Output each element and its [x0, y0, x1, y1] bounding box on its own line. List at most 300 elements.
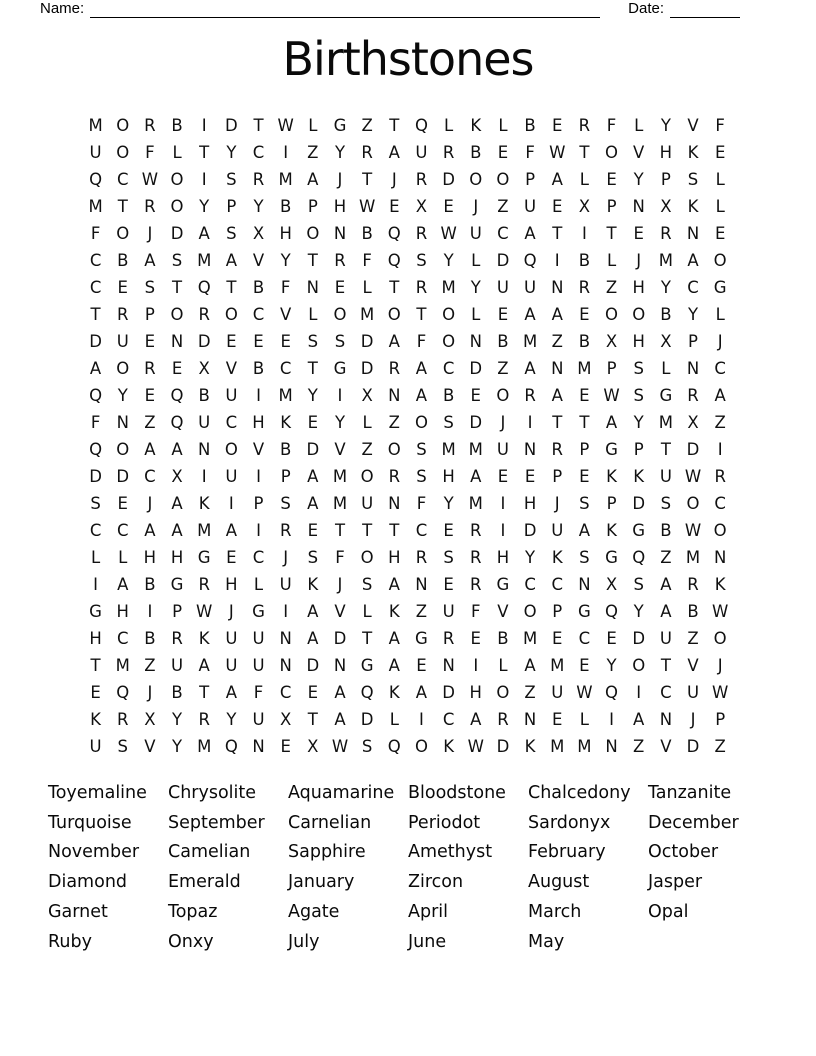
grid-letter: Q — [523, 251, 537, 270]
grid-letter: R — [117, 305, 129, 324]
word-item: Aquamarine — [288, 783, 395, 803]
grid-letter: C — [279, 359, 292, 378]
grid-letter: E — [226, 332, 237, 351]
grid-letter: O — [713, 629, 727, 648]
grid-letter: H — [632, 278, 645, 297]
grid-letter: E — [579, 305, 590, 324]
grid-letter: R — [470, 521, 482, 540]
word-item: Agate — [288, 901, 340, 922]
grid-letter: M — [332, 494, 348, 513]
grid-letter: M — [468, 440, 483, 459]
grid-letter: J — [337, 575, 343, 594]
grid-letter: Z — [361, 116, 373, 135]
grid-letter: K — [714, 575, 726, 594]
grid-letter: L — [362, 602, 372, 621]
grid-letter: O — [713, 521, 727, 540]
grid-letter: T — [199, 683, 210, 702]
grid-letter: N — [469, 332, 482, 351]
grid-letter: X — [144, 710, 156, 729]
grid-letter: Q — [605, 602, 619, 621]
grid-letter: Z — [388, 413, 400, 432]
word-item: Jasper — [648, 872, 703, 893]
grid-letter: L — [471, 251, 481, 270]
grid-letter: W — [440, 224, 457, 243]
grid-letter: F — [280, 278, 291, 297]
word-item: Chalcedony — [528, 783, 631, 803]
grid-letter: I — [473, 656, 479, 675]
grid-letter: A — [144, 440, 156, 459]
grid-letter: M — [88, 116, 103, 135]
grid-letter: Q — [170, 413, 184, 432]
grid-letter: O — [116, 143, 130, 162]
grid-letter: E — [470, 629, 481, 648]
grid-letter: A — [551, 170, 563, 189]
grid-letter: T — [579, 143, 590, 162]
grid-letter: H — [388, 548, 401, 567]
grid-letter: E — [117, 494, 128, 513]
grid-letter: H — [89, 629, 102, 648]
grid-letter: S — [633, 575, 644, 594]
grid-letter: O — [170, 305, 184, 324]
grid-letter: K — [524, 737, 536, 756]
grid-letter: L — [444, 116, 454, 135]
grid-letter: Y — [687, 305, 699, 324]
grid-letter: Z — [415, 602, 428, 621]
grid-letter: Y — [660, 278, 671, 297]
grid-letter: S — [226, 170, 237, 189]
grid-letter: A — [388, 656, 400, 675]
grid-letter: D — [170, 224, 184, 243]
word-item: Zircon — [408, 872, 464, 893]
grid-letter: X — [605, 575, 618, 594]
grid-letter: G — [415, 629, 428, 648]
grid-letter: Z — [714, 737, 726, 756]
grid-letter: A — [660, 602, 672, 621]
grid-letter: O — [306, 224, 320, 243]
grid-letter: M — [550, 656, 565, 675]
grid-letter: E — [416, 656, 427, 675]
grid-letter: B — [198, 386, 210, 405]
word-list — [48, 779, 768, 957]
grid-letter: L — [362, 413, 372, 432]
word-item: Topaz — [168, 901, 218, 922]
grid-letter: T — [117, 197, 128, 216]
grid-letter: I — [419, 710, 424, 729]
grid-letter: Y — [334, 413, 346, 432]
grid-letter: E — [714, 224, 726, 243]
grid-letter: A — [687, 251, 699, 270]
grid-letter: U — [252, 710, 265, 729]
grid-letter: C — [497, 224, 509, 243]
word-list-column — [648, 779, 768, 957]
grid-letter: Y — [606, 656, 617, 675]
grid-letter: L — [498, 116, 508, 135]
grid-letter: H — [252, 413, 265, 432]
grid-letter: C — [714, 494, 726, 513]
grid-letter: N — [523, 440, 537, 459]
grid-letter: O — [605, 305, 619, 324]
grid-letter: O — [414, 413, 428, 432]
grid-letter: N — [632, 197, 645, 216]
word-item: Emerald — [168, 872, 241, 893]
grid-letter: Q — [89, 440, 103, 459]
grid-letter: A — [524, 359, 536, 378]
grid-letter: M — [88, 197, 103, 216]
grid-letter: N — [279, 656, 292, 675]
word-item: Sapphire — [288, 842, 366, 863]
grid-letter: S — [307, 332, 319, 351]
grid-letter: S — [334, 332, 346, 351]
grid-letter: W — [712, 602, 729, 621]
grid-letter: R — [198, 710, 210, 729]
word-item: Chrysolite — [168, 783, 257, 803]
grid-letter: B — [687, 602, 699, 621]
grid-letter: V — [334, 440, 346, 459]
grid-letter: E — [90, 683, 101, 702]
grid-letter: R — [415, 224, 428, 243]
grid-letter: T — [226, 278, 237, 297]
grid-letter: I — [201, 170, 207, 189]
grid-letter: T — [253, 116, 264, 135]
grid-letter: A — [307, 602, 319, 621]
grid-letter: G — [252, 602, 265, 621]
grid-letter: S — [416, 251, 427, 270]
grid-letter: J — [500, 413, 506, 432]
grid-letter: R — [714, 467, 726, 486]
grid-letter: B — [524, 116, 536, 135]
grid-letter: E — [714, 143, 726, 162]
grid-letter: F — [90, 224, 101, 243]
grid-letter: E — [253, 332, 264, 351]
grid-letter: J — [147, 494, 153, 513]
word-list-column — [168, 779, 288, 957]
grid-letter: D — [632, 494, 646, 513]
grid-letter: A — [551, 386, 563, 405]
grid-letter: L — [606, 251, 617, 270]
word-list-column — [288, 779, 408, 957]
grid-letter: U — [524, 197, 537, 216]
grid-letter: E — [524, 467, 536, 486]
grid-letter: Z — [144, 656, 156, 675]
grid-letter: V — [225, 359, 237, 378]
grid-letter: C — [225, 413, 238, 432]
grid-letter: I — [717, 440, 723, 459]
grid-letter: N — [279, 629, 292, 648]
grid-letter: F — [525, 143, 535, 162]
grid-letter: N — [333, 224, 347, 243]
grid-letter: E — [497, 143, 509, 162]
grid-letter: T — [90, 305, 101, 324]
grid-letter: S — [307, 548, 319, 567]
grid-letter: E — [307, 413, 319, 432]
word-item: Sardonyx — [528, 812, 611, 833]
grid-letter: T — [334, 521, 346, 540]
grid-letter: H — [632, 332, 645, 351]
grid-letter: E — [606, 170, 617, 189]
grid-letter: U — [252, 629, 265, 648]
grid-letter: S — [633, 386, 644, 405]
word-item: Camelian — [168, 842, 251, 863]
grid-letter: L — [498, 656, 508, 675]
grid-letter: C — [116, 170, 129, 189]
grid-letter: S — [226, 224, 237, 243]
grid-letter: Q — [387, 251, 401, 270]
grid-letter: I — [147, 602, 153, 621]
grid-letter: O — [442, 332, 456, 351]
name-label: Name: — [40, 0, 85, 17]
grid-letter: E — [226, 548, 237, 567]
grid-letter: P — [307, 197, 318, 216]
grid-letter: V — [687, 656, 699, 675]
grid-letter: I — [581, 224, 587, 243]
grid-letter: E — [497, 467, 509, 486]
grid-letter: N — [388, 494, 401, 513]
grid-letter: Q — [387, 737, 401, 756]
grid-letter: L — [308, 305, 318, 324]
grid-letter: L — [715, 197, 725, 216]
grid-letter: H — [523, 494, 537, 513]
grid-letter: J — [147, 224, 153, 243]
grid-letter: B — [144, 575, 156, 594]
grid-letter: N — [198, 440, 211, 459]
grid-letter: U — [496, 278, 509, 297]
grid-letter: E — [579, 386, 590, 405]
grid-letter: M — [685, 548, 701, 567]
grid-letter: A — [117, 575, 129, 594]
grid-letter: A — [524, 305, 536, 324]
grid-letter: A — [198, 224, 210, 243]
grid-letter: Z — [687, 629, 699, 648]
grid-letter: O — [496, 386, 510, 405]
grid-letter: U — [551, 521, 564, 540]
grid-letter: A — [334, 683, 346, 702]
grid-letter: W — [603, 386, 620, 405]
grid-letter: D — [306, 656, 320, 675]
grid-letter: U — [496, 440, 509, 459]
grid-letter: V — [687, 116, 699, 135]
grid-letter: M — [577, 359, 592, 378]
grid-letter: V — [280, 305, 292, 324]
grid-letter: G — [713, 278, 727, 297]
grid-letter: Z — [497, 359, 509, 378]
grid-letter: I — [201, 116, 207, 135]
grid-letter: A — [524, 656, 536, 675]
grid-letter: G — [333, 359, 347, 378]
grid-letter: T — [606, 224, 617, 243]
word-item: Carnelian — [288, 812, 372, 833]
grid-letter: N — [252, 737, 265, 756]
grid-letter: C — [687, 278, 699, 297]
word-list-column — [48, 779, 168, 957]
grid-letter: H — [469, 683, 482, 702]
grid-letter: O — [116, 359, 130, 378]
grid-letter: T — [389, 116, 400, 135]
grid-letter: B — [171, 683, 183, 702]
grid-letter: B — [280, 197, 292, 216]
grid-letter: I — [228, 494, 234, 513]
grid-letter: C — [551, 575, 563, 594]
grid-letter: R — [415, 548, 428, 567]
grid-letter: P — [525, 170, 536, 189]
grid-letter: A — [524, 224, 536, 243]
grid-letter: U — [686, 683, 700, 702]
grid-letter: A — [307, 170, 319, 189]
grid-letter: W — [331, 737, 349, 756]
grid-letter: Q — [387, 224, 401, 243]
grid-letter: E — [280, 737, 291, 756]
grid-letter: O — [224, 305, 238, 324]
grid-letter: X — [605, 332, 618, 351]
grid-letter: D — [89, 332, 102, 351]
grid-letter: D — [442, 170, 455, 189]
grid-letter: M — [197, 251, 212, 270]
grid-letter: A — [551, 305, 563, 324]
grid-letter: K — [633, 467, 645, 486]
grid-letter: E — [470, 386, 481, 405]
grid-letter: F — [145, 143, 155, 162]
grid-letter: F — [471, 602, 481, 621]
grid-letter: J — [147, 683, 153, 702]
grid-letter: P — [688, 332, 698, 351]
grid-letter: T — [660, 656, 671, 675]
grid-letter: O — [333, 305, 347, 324]
grid-letter: U — [89, 737, 102, 756]
word-item: December — [648, 812, 739, 833]
grid-letter: L — [715, 305, 725, 324]
grid-letter: S — [280, 494, 291, 513]
grid-letter: Z — [551, 332, 563, 351]
grid-letter: Y — [470, 278, 481, 297]
grid-letter: G — [605, 548, 618, 567]
grid-letter: K — [90, 710, 101, 729]
grid-letter: Z — [361, 440, 373, 459]
grid-letter: D — [442, 683, 455, 702]
grid-letter: D — [360, 710, 374, 729]
grid-letter: D — [225, 116, 238, 135]
grid-letter: V — [252, 440, 265, 459]
grid-letter: O — [170, 170, 184, 189]
grid-letter: U — [116, 332, 129, 351]
grid-letter: S — [660, 494, 672, 513]
grid-letter: G — [496, 575, 510, 594]
grid-letter: K — [388, 683, 400, 702]
grid-letter: G — [605, 440, 618, 459]
grid-letter: D — [686, 737, 700, 756]
grid-letter: A — [605, 413, 618, 432]
grid-letter: R — [388, 359, 401, 378]
word-list-column — [528, 779, 648, 957]
grid-letter: A — [633, 710, 645, 729]
grid-letter: U — [659, 467, 672, 486]
grid-letter: C — [578, 629, 591, 648]
grid-letter: F — [606, 116, 617, 135]
grid-letter: W — [277, 116, 294, 135]
grid-letter: M — [468, 494, 483, 513]
grid-letter: U — [252, 656, 265, 675]
grid-letter: T — [307, 359, 318, 378]
grid-letter: N — [551, 359, 564, 378]
grid-letter: L — [118, 548, 128, 567]
grid-letter: M — [550, 737, 565, 756]
word-item: May — [528, 931, 565, 952]
grid-letter: D — [496, 251, 510, 270]
grid-letter: Q — [360, 683, 374, 702]
grid-letter: R — [144, 359, 156, 378]
grid-letter: V — [334, 602, 346, 621]
grid-letter: O — [632, 305, 646, 324]
grid-letter: D — [523, 521, 537, 540]
grid-letter: M — [197, 737, 212, 756]
word-item: April — [408, 901, 448, 922]
grid-letter: N — [415, 575, 428, 594]
grid-letter: T — [579, 413, 590, 432]
grid-letter: R — [578, 116, 591, 135]
grid-letter: Z — [660, 548, 672, 567]
grid-letter: T — [552, 413, 563, 432]
grid-letter: E — [144, 332, 156, 351]
grid-letter: L — [253, 575, 264, 594]
grid-letter: V — [633, 143, 645, 162]
grid-letter: Y — [117, 386, 128, 405]
grid-letter: Y — [633, 602, 644, 621]
grid-letter: R — [415, 170, 428, 189]
grid-letter: W — [712, 683, 729, 702]
grid-letter: A — [388, 332, 400, 351]
word-item: Garnet — [48, 901, 108, 922]
grid-letter: A — [470, 467, 482, 486]
grid-letter: N — [714, 548, 727, 567]
grid-letter: J — [717, 656, 723, 675]
grid-letter: H — [116, 602, 129, 621]
header-row — [40, 1, 740, 18]
word-item: Periodot — [408, 812, 481, 833]
grid-letter: A — [415, 683, 428, 702]
grid-letter: P — [226, 197, 237, 216]
grid-letter: P — [606, 197, 617, 216]
grid-letter: B — [361, 224, 373, 243]
grid-letter: R — [279, 521, 292, 540]
grid-letter: R — [470, 548, 482, 567]
grid-letter: M — [658, 251, 673, 270]
grid-letter: B — [252, 278, 265, 297]
grid-letter: C — [144, 467, 156, 486]
grid-letter: D — [469, 413, 483, 432]
grid-letter: X — [660, 332, 672, 351]
grid-letter: K — [280, 413, 292, 432]
grid-letter: G — [577, 602, 591, 621]
grid-letter: A — [225, 683, 237, 702]
grid-letter: I — [283, 143, 289, 162]
grid-letter: S — [416, 440, 427, 459]
grid-letter: J — [636, 251, 642, 270]
grid-letter: B — [578, 332, 591, 351]
grid-letter: I — [500, 494, 506, 513]
grid-letter: I — [256, 467, 261, 486]
grid-letter: K — [443, 737, 455, 756]
grid-letter: A — [307, 494, 319, 513]
grid-letter: D — [632, 629, 646, 648]
grid-letter: N — [686, 224, 700, 243]
grid-letter: I — [527, 413, 533, 432]
grid-letter: P — [253, 494, 264, 513]
grid-letter: S — [579, 494, 590, 513]
grid-letter: Q — [414, 116, 428, 135]
word-item: September — [168, 812, 265, 833]
grid-letter: K — [687, 197, 699, 216]
grid-letter: N — [686, 359, 700, 378]
grid-letter: A — [307, 629, 319, 648]
grid-letter: M — [197, 521, 212, 540]
